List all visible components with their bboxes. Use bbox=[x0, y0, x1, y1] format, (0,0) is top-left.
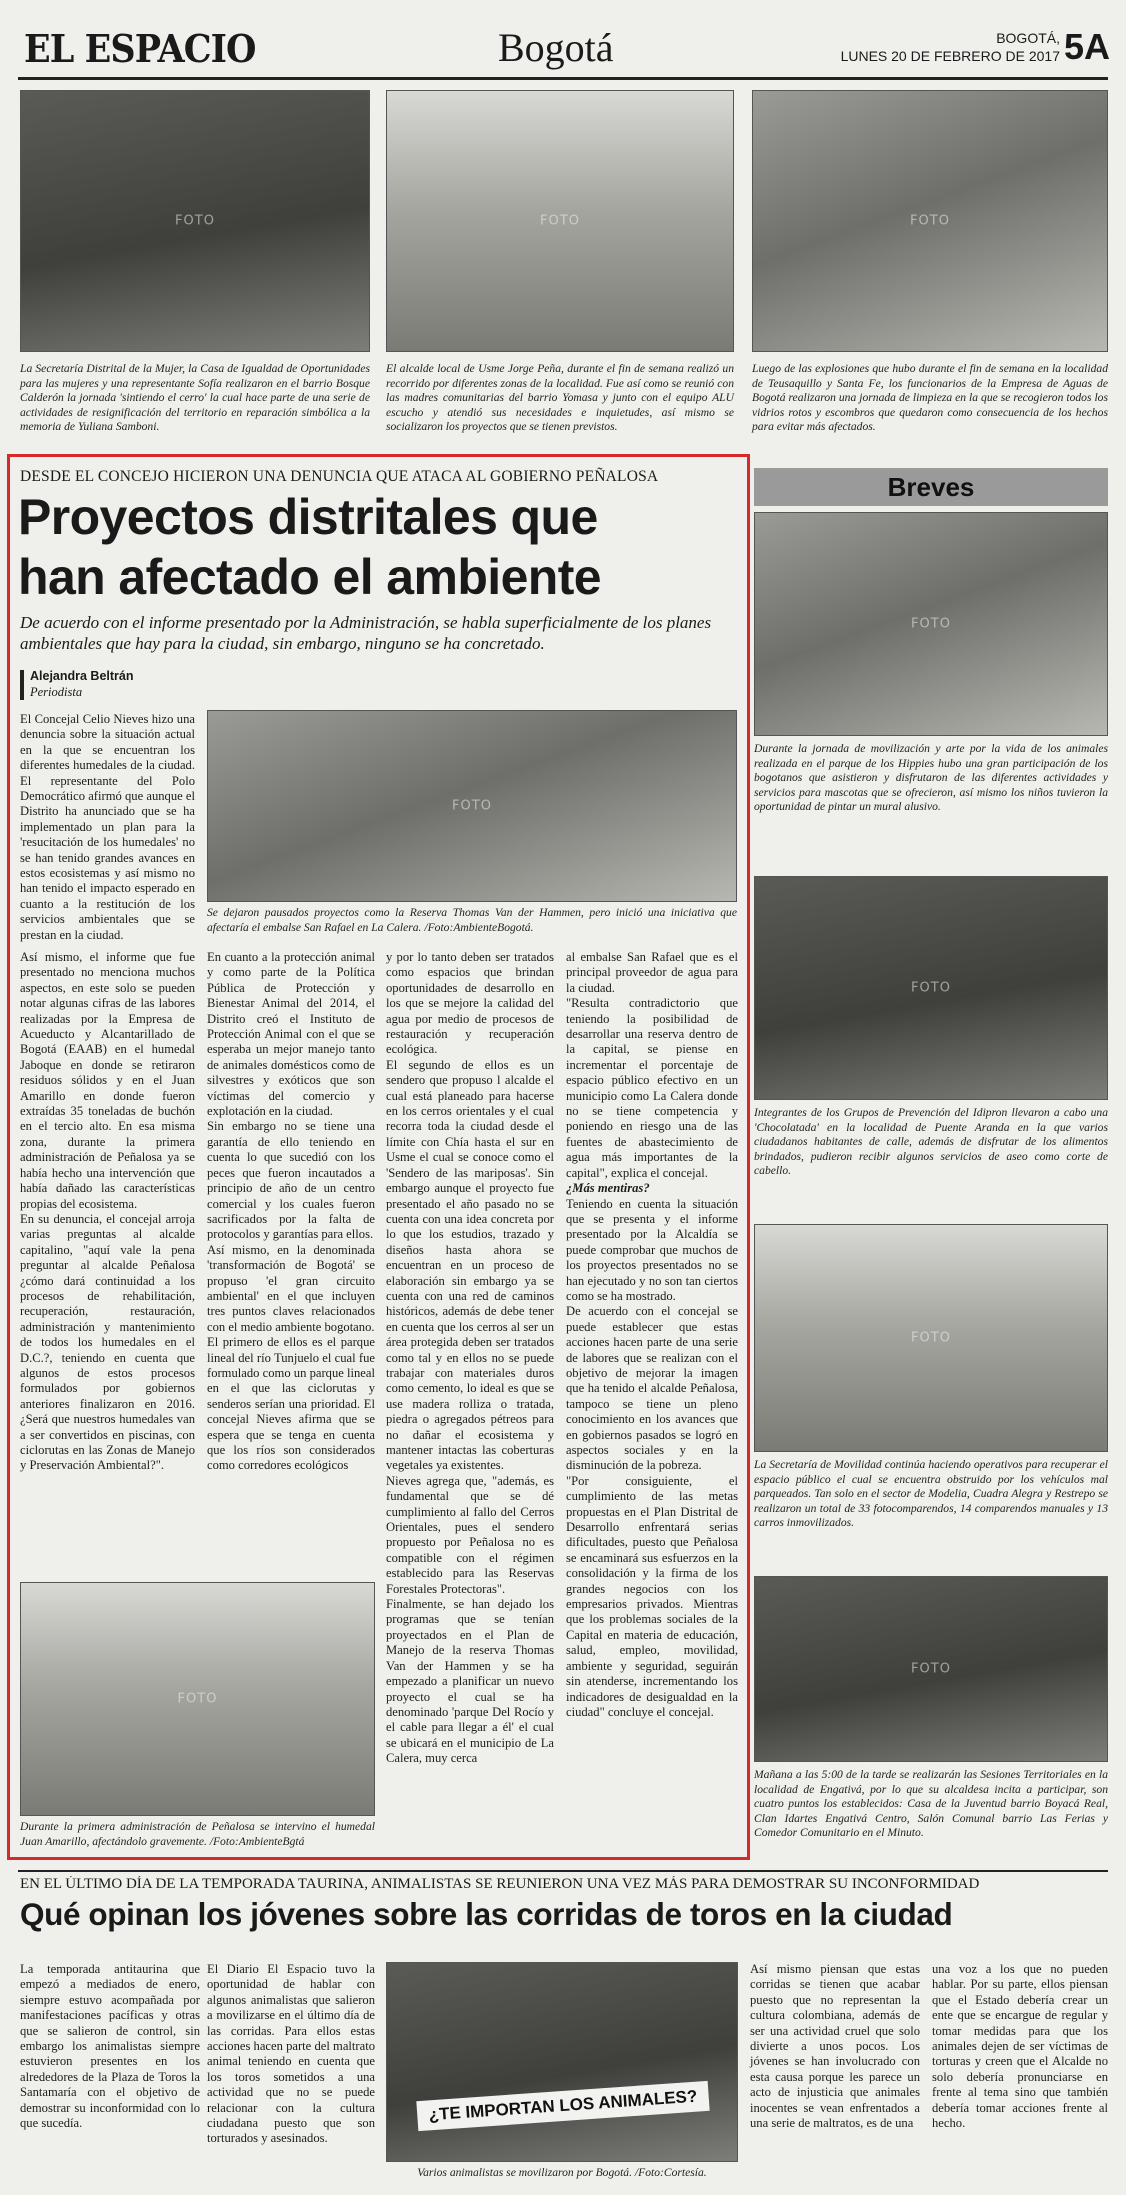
breves-photo-chocolatada: FOTO bbox=[754, 876, 1108, 1100]
protest-banner-text: ¿TE IMPORTAN LOS ANIMALES? bbox=[416, 2081, 709, 2131]
breves-title: Breves bbox=[887, 472, 975, 502]
subheading: ¿Más mentiras? bbox=[566, 1181, 650, 1196]
paragraph: En cuanto a la protección animal y como parte de la Política Pública de Protección y Bienestar Animal del 2014, el Distrito creó el Instituto de Protección Animal con el que se esperaba un mejor manejo tanto de animales domésticos como de silvestres y exóticos que son víctimas del comercio y explotación en la ciudad. bbox=[207, 950, 375, 1119]
byline-bar bbox=[20, 670, 24, 700]
top-photo-usme-mayor: FOTO bbox=[386, 90, 734, 352]
bottom-headline: Qué opinan los jóvenes sobre las corridas de toros en la ciudad bbox=[20, 1896, 953, 1932]
main-headline-line2: han afectado el ambiente bbox=[18, 549, 601, 605]
paragraph: Sin embargo no se tiene una garantía de ello teniendo en cuenta lo que sucedió con los peces que fueron incautados a principio de año de un centro comercial y los cuales fueron sacrificados por la falta de protocolos y garantías para ellos. bbox=[207, 1119, 375, 1242]
breves-caption-3: La Secretaría de Movilidad continúa haciendo operativos para recuperar el espacio público el cual se encuentra obstruido por los vehículos mal parqueados. Tan solo en el sector de Modelia, Cuadra Alegra y Restrepo se realizaron un total de 33 fotocomparendos, 14 comparendos manuales y 13 carros inmovilizados. bbox=[754, 1458, 1108, 1530]
main-photo-caption: Se dejaron pausados proyectos como la Reserva Thomas Van der Hammen, pero inició una iniciativa que afectaría el embalse San Rafael en La Calera. /Foto:AmbienteBogotá. bbox=[207, 906, 737, 934]
main-bottom-photo-caption: Durante la primera administración de Peñalosa se intervino el humedal Juan Amarillo, afectándolo gravemente. /Foto:AmbienteBgtá bbox=[20, 1820, 375, 1848]
top-photo-street-cleanup: FOTO bbox=[752, 90, 1108, 352]
paragraph: al embalse San Rafael que es el principal proveedor de agua para la ciudad. bbox=[566, 950, 738, 995]
main-col2 bbox=[207, 950, 375, 1474]
main-headline-line1: Proyectos distritales que bbox=[18, 489, 598, 545]
paragraph: El segundo de ellos es un sendero que propuso l alcalde el cual está planeado para hacerse en los cerros orientales y el cual recorra toda la ciudad desde el límite con Chía hasta el sur en Usme el cual se conoce como el 'Sendero de las mariposas'. Sin embargo aunque el proyecto fue presentado el año pasado no se cuenta con una idea concreta por lo que los estudios, trazado y diseños hasta ahora se encuentran en un proceso de elaboración sin embargo ya se cuenta con una red de caminos históricos, además de debe tener en cuenta que los cerros al ser un área protegida deben ser tratados como tal y en ellos no se puede trabajar con materiales duros como cemento, lo ideal es que se use madera rolliza o tratada, piedra o agregados pétreos para no dañar el ecosistema y mantener intactas las coberturas vegetales ya existentes. bbox=[386, 1057, 554, 1473]
breves-banner bbox=[754, 468, 1108, 506]
top-caption-3: Luego de las explosiones que hubo durante el fin de semana en la localidad de Teusaquillo y Santa Fe, los funcionarios de la Empresa de Aguas de Bogotá realizaron una jornada de limpieza en la que se recogieron todos los vidrios rotos y escombros que quedaron como consecuencia de los hechos para evitar más afectados. bbox=[752, 362, 1108, 434]
paragraph: y por lo tanto deben ser tratados como espacios que brindan oportunidades de desarrollo en los que se mejore la calidad del agua por medio de procesos de restauración y recuperación ecológica. bbox=[386, 950, 554, 1057]
breves-photo-mural: FOTO bbox=[754, 512, 1108, 736]
masthead-date: LUNES 20 DE FEBRERO DE 2017 bbox=[840, 48, 1060, 64]
bottom-col3: Así mismo piensan que estas corridas se tienen que acabar puesto que no representan la cultura colombiana, además de ser una actividad cruel que solo divierte a unos pocos. Los jóvenes se han involucrado con esta causa porque les parece un acto de injusticia que animales inocentes se vean enfrentados a una serie de maltratos, es de una bbox=[750, 1962, 920, 2131]
paragraph: Nieves agrega que, "además, es fundamental que se dé cumplimiento al fallo del Cerros Orientales, pues el sendero propuesto por Peñalosa no es compatible con el régimen establecido para las Reservas Forestales Protectoras". bbox=[386, 1473, 554, 1596]
breves-photo-sessions: FOTO bbox=[754, 1576, 1108, 1762]
breves-caption-4: Mañana a las 5:00 de la tarde se realizarán las Sesiones Territoriales en la localidad de Engativá, por lo que su alcaldesa incita a participar, son cuatro puntos los establecidos: Casa de la Juventud barrio Boyacá Real, Clan Idartes Engativá Centro, Salón Comunal barrio Las Ferias y Comedor Comunitario en el Minuto. bbox=[754, 1768, 1108, 1840]
main-col4 bbox=[566, 950, 738, 1720]
author-role: Periodista bbox=[30, 685, 83, 699]
paragraph: Teniendo en cuenta la situación que se presenta y el informe presentado por la Alcaldía se puede comprobar que muchos de los proyectos presentados no se han ejecutado y no son tan ciertos como se ha mostrado. bbox=[566, 1196, 738, 1303]
section-title: Bogotá bbox=[498, 25, 614, 70]
paper-name: EL ESPACIO bbox=[24, 26, 256, 71]
paragraph: Finalmente, se han dejado los programas que se tenían proyectados en el Plan de Manejo de la reserva Thomas Van der Hammen y se ha empezado a planificar un nuevo proyecto el cual se ha denominado 'parque Del Rocío y el cable para llegar a él' el cual se ubicará en el municipio de La Calera, muy cerca bbox=[386, 1597, 554, 1766]
breves-caption-2: Integrantes de los Grupos de Prevención del Idipron llevaron a cabo una 'Chocolatada' en la localidad de Puente Aranda en la que varios ciudadanos habitantes de calle, además de disfrutar de los alimentos brindados, pudieron recibir algunos servicios de aseo como corte de cabello. bbox=[754, 1106, 1108, 1178]
main-kicker: DESDE EL CONCEJO HICIERON UNA DENUNCIA QUE ATACA AL GOBIERNO PEÑALOSA bbox=[20, 468, 659, 485]
breves-caption-1: Durante la jornada de movilización y arte por la vida de los animales realizada en el parque de los Hippies hubo una gran participación de los bogotanos que asistieron y disfrutaron de las diferentes actividades y servicios para mascotas que se ofrecieron, así mismo los niños tuvieron la oportunidad de pintar un mural alusivo. bbox=[754, 742, 1108, 814]
top-caption-2: El alcalde local de Usme Jorge Peña, durante el fin de semana realizó un recorrido por diferentes zonas de la localidad. Fue así como se reunió con las madres comunitarias del barrio Yomasa y junto con el equipo ALU escucho y atendió sus necesidades e inquietudes, así mismo se socializaron los proyectos que se tienen previstos. bbox=[386, 362, 734, 434]
masthead-city: BOGOTÁ, bbox=[996, 30, 1060, 46]
paragraph: El primero de ellos es el parque lineal del río Tunjuelo el cual fue formulado como un parque lineal en el que las ciclorutas y senderos serían una prioridad. El concejal Nieves afirma que se espera que se tenga en cuenta que los ríos son considerados como corredores ecológicos bbox=[207, 1335, 375, 1473]
bottom-article-rule bbox=[18, 1870, 1108, 1872]
paragraph: El Concejal Celio Nieves hizo una denuncia sobre la situación actual en la que se encuentran los diferentes humedales de la ciudad. El representante del Polo Democrático afirmó que aunque el Distrito ha anunciado que se ha implementado un plan para la 'resucitación de los humedales' no se han tenido grandes avances en estos ecosistemas y así mismo no han tenido el impacto esperado en cuanto a la restitución de los servicios ambientales que se prestan en la ciudad. bbox=[20, 712, 195, 942]
main-col1-top bbox=[20, 712, 195, 943]
main-photo-landscape: FOTO bbox=[207, 710, 737, 902]
main-col3 bbox=[386, 950, 554, 1767]
paragraph: "Resulta contradictorio que teniendo la posibilidad de desarrollar una reserva dentro de la capital, se piense en incrementar el porcentaje de espacio público efectivo en un municipio como La Calera donde no se tiene competencia y poniendo en riesgo una de las fuentes de abastecimiento de agua más importantes de la capital", explica el concejal. bbox=[566, 996, 738, 1180]
bottom-photo-protest bbox=[386, 1962, 738, 2162]
page-number: 5A bbox=[1064, 26, 1111, 67]
bottom-col4: una voz a los que no pueden hablar. Por su parte, ellos piensan que el Estado debería crear un ente que se encargue de regular y tomar medidas para que los animales dejen de ser víctimas de torturas y creen que el Alcalde no solo debería pronunciarse en frente al tema sino que también debería tomar acciones frente al hecho. bbox=[932, 1962, 1108, 2131]
bottom-photo-caption: Varios animalistas se movilizaron por Bogotá. /Foto:Cortesía. bbox=[417, 2166, 707, 2179]
main-deck: De acuerdo con el informe presentado por la Administración, se habla superficialmente de los planes ambientales que hay para la ciudad, sin embargo, ninguno se ha concretado. bbox=[20, 613, 712, 653]
paragraph: De acuerdo con el concejal se puede establecer que estas acciones hacen parte de una serie de labores que se realizan con el objetivo de mejorar la imagen que ha tenido el alcalde Peñalosa, tampoco se tiene un pleno conocimiento en los avances que en gobiernos pasados se logró en aspectos sociales y en la disminución de la pobreza. bbox=[566, 1304, 738, 1473]
masthead bbox=[18, 12, 1111, 72]
paragraph: Así mismo, el informe que fue presentado no menciona muchos aspectos, en este solo se pueden notar algunas cifras de las labores realizadas por la Empresa de Acueducto y Alcantarillado de Bogotá (EAAB) en el humedal Jaboque en donde se retiraron residuos sólidos y en el Juan Amarillo en donde fueron extraídas 35 toneladas de buchón en el tercio alto. En esa misma zona, durante la primera administración de Peñalosa ya se había hecho una intervención que había dañado las características propias del ecosistema. bbox=[20, 950, 195, 1211]
main-col1 bbox=[20, 950, 195, 1474]
paragraph: Así mismo, en la denominada 'transformación de Bogotá' se propuso 'el gran circuito ambiental' en el que incluyen tres puntos claves relacionados con el medio ambiente bogotano. bbox=[207, 1242, 375, 1334]
paragraph: En su denuncia, el concejal arroja varias preguntas al alcalde capitalino, "aquí vale la pena preguntar al alcalde Peñalosa ¿cómo dará continuidad a los procesos de rehabilitación, recuperación, restauración, administración y mantenimiento de todos los humedales en el D.C.?, teniendo en cuenta que algunos de estos procesos formulados por gobiernos anteriores finalizaron en 2016. ¿Será que nuestros humedales van a ser convertidos en piscinas, con ciclorutas en las Zonas de Manejo y Preservación Ambiental?". bbox=[20, 1211, 195, 1473]
breves-photo-tow-truck: FOTO bbox=[754, 1224, 1108, 1452]
top-caption-1: La Secretaría Distrital de la Mujer, la Casa de Igualdad de Oportunidades para las mujeres y una representante Sofía realizaron en el barrio Bosque Calderón la jornada 'sintiendo el cerro' la cual hace parte de una serie de actividades de resignificación del territorio en reparación simbólica a la memoria de Yuliana Samboni. bbox=[20, 362, 370, 434]
bottom-kicker: EN EL ÚLTIMO DÍA DE LA TEMPORADA TAURINA, ANIMALISTAS SE REUNIERON UNA VEZ MÁS PARA DEMOSTRAR SU INCONFORMIDAD bbox=[20, 1876, 980, 1892]
paragraph: "Por consiguiente, el cumplimiento de las metas propuestas en el Plan Distrital de Desarrollo enfrentará serias dificultades, puesto que Peñalosa se encaminará sus esfuerzos en la consolidación y la firma de los grandes negocios con los empresarios privados. Mientras que los problemas sociales de la Capital en materia de educación, salud, empleo, movilidad, ambiente y seguridad, seguirán sin atenderse, incrementando los indicadores de desigualdad en la ciudad" concluye el concejal. bbox=[566, 1473, 738, 1719]
main-photo-wetland: FOTO bbox=[20, 1582, 375, 1816]
author-name: Alejandra Beltrán bbox=[30, 669, 134, 683]
bottom-col1: La temporada antitaurina que empezó a mediados de enero, siempre estuvo acompañada por manifestaciones pacíficas y otras que se salieron de control, sin embargo los animalistas siempre estuvieron presentes en los alrededores de la Plaza de Toros la Santamaría con el objetivo de demostrar su inconformidad con lo que sucedía. bbox=[20, 1962, 200, 2131]
bottom-col2: El Diario El Espacio tuvo la oportunidad de hablar con algunos animalistas que salieron a movilizarse en el último día de las corridas. Para ellos estas acciones hacen parte del maltrato animal teniendo en cuenta que los toros sometidos a una actividad que no se puede relacionar con la cultura ciudadana puesto que son torturados y asesinados. bbox=[207, 1962, 375, 2146]
top-photo-women-house: FOTO bbox=[20, 90, 370, 352]
masthead-rule bbox=[18, 77, 1108, 80]
